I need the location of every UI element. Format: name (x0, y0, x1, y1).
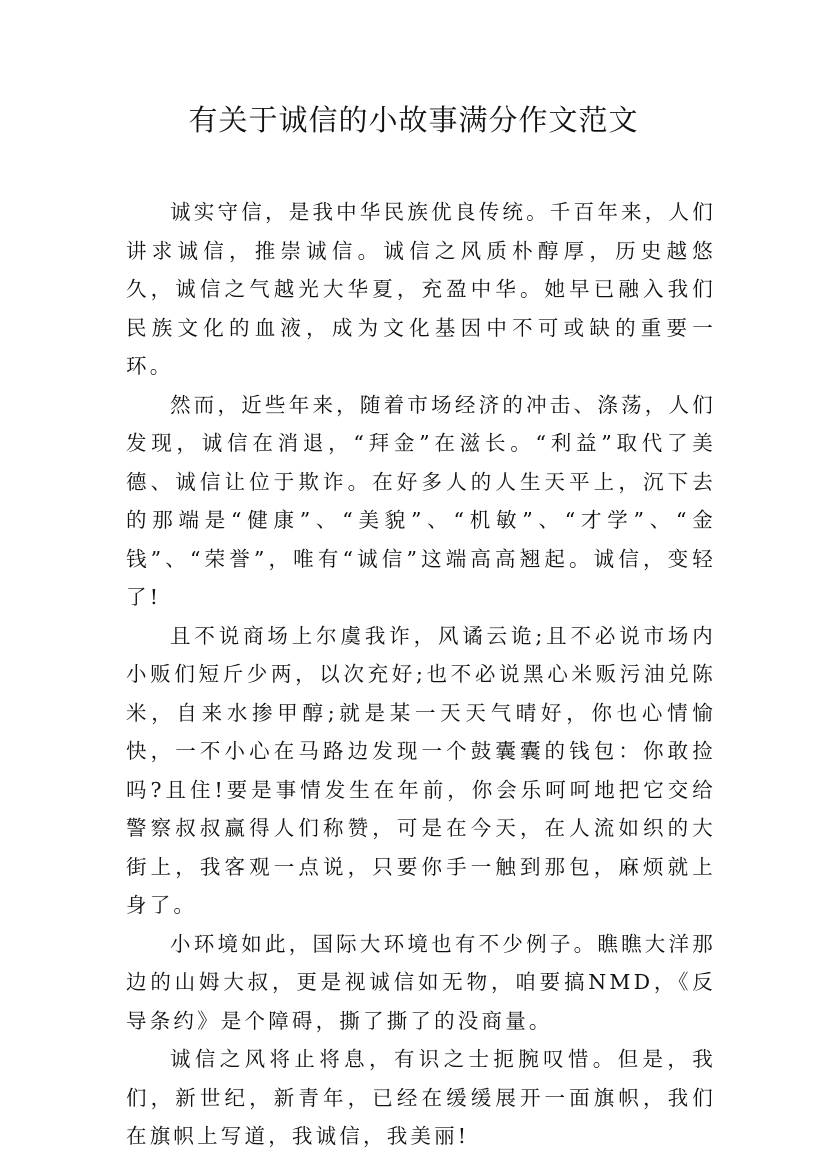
document-body (126, 193, 716, 1156)
paragraph-2: 然而，近些年来，随着市场经济的冲击、涤荡，人们发现，诚信在消退，“拜金”在滋长。“利益”取代了美德、诚信让位于欺诈。在好多人的人生天平上，沉下去的那端是“健康”、“美貌”、“机敏”、“才学”、“金钱”、“荣誉”，唯有“诚信”这端高高翘起。诚信，变轻了! (126, 392, 716, 609)
paragraph-1: 诚实守信，是我中华民族优良传统。千百年来，人们讲求诚信，推崇诚信。诚信之风质朴醇厚，历史越悠久，诚信之气越光大华夏，充盈中华。她早已融入我们民族文化的血液，成为文化基因中不可或缺的重要一环。 (126, 200, 716, 378)
paragraph-4: 小环境如此，国际大环境也有不少例子。瞧瞧大洋那边的山姆大叔，更是视诚信如无物，咱要搞NMD，《反导条约》是个障碍，撕了撕了的没商量。 (126, 931, 716, 1033)
paragraph-3: 且不说商场上尔虞我诈，风谲云诡;且不必说市场内小贩们短斤少两，以次充好;也不必说黑心米贩污油兑陈米，自来水掺甲醇;就是某一天天气晴好，你也心情愉快，一不小心在马路边发现一个鼓囊囊的钱包：你敢捡吗?且住!要是事情发生在年前，你会乐呵呵地把它交给警察叔叔赢得人们称赞，可是在今天，在人流如织的大街上，我客观一点说，只要你手一触到那包，麻烦就上身了。 (126, 623, 716, 917)
paragraph-5: 诚信之风将止将息，有识之士扼腕叹惜。但是，我们，新世纪，新青年，已经在缓缓展开一面旗帜，我们在旗帜上写道，我诚信，我美丽! (126, 1047, 716, 1148)
document-title: 有关于诚信的小故事满分作文范文 (188, 103, 639, 137)
